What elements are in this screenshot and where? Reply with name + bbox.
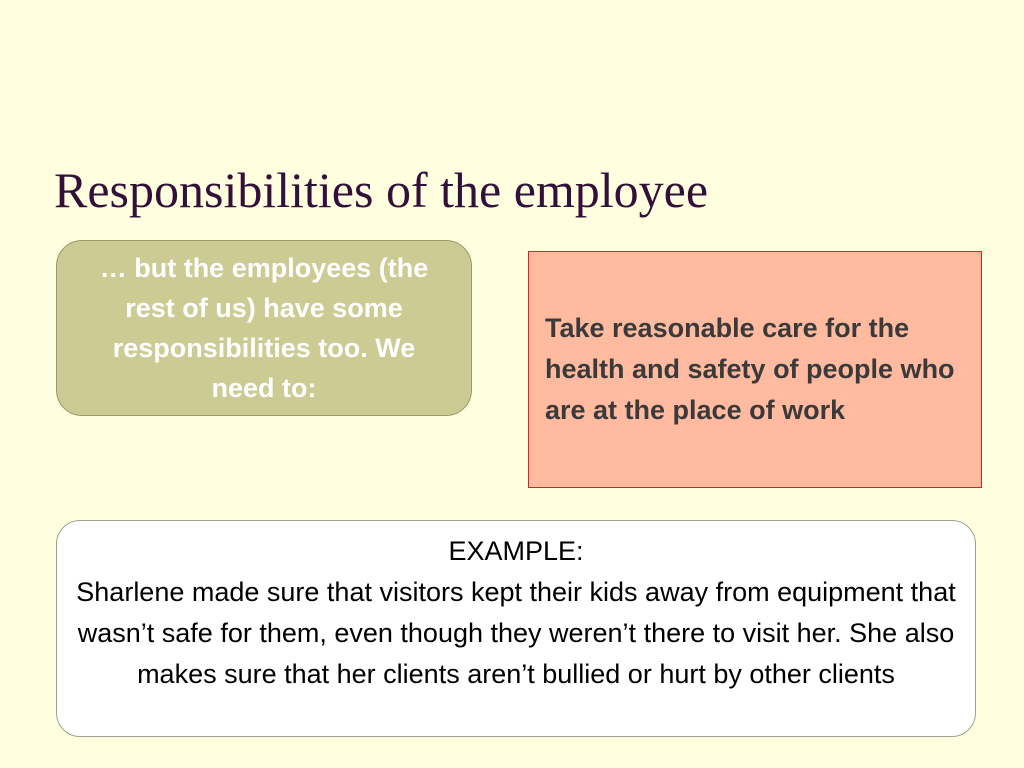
intro-callout	[56, 240, 472, 416]
duty-callout	[528, 251, 982, 488]
duty-text: Take reasonable care for the health and safety of people who are at the place of work	[545, 313, 955, 425]
example-label: EXAMPLE:	[448, 536, 584, 566]
intro-text: … but the employees (the rest of us) have some responsibilities too. We need to:	[99, 253, 429, 403]
slide-title: Responsibilities of the employee	[54, 162, 709, 218]
example-text: Sharlene made sure that visitors kept their kids away from equipment that wasn’t safe for them, even though they weren’t there to visit her. She also makes sure that her clients aren’t bullied or hurt by other clients	[76, 577, 956, 689]
example-box	[56, 520, 976, 737]
